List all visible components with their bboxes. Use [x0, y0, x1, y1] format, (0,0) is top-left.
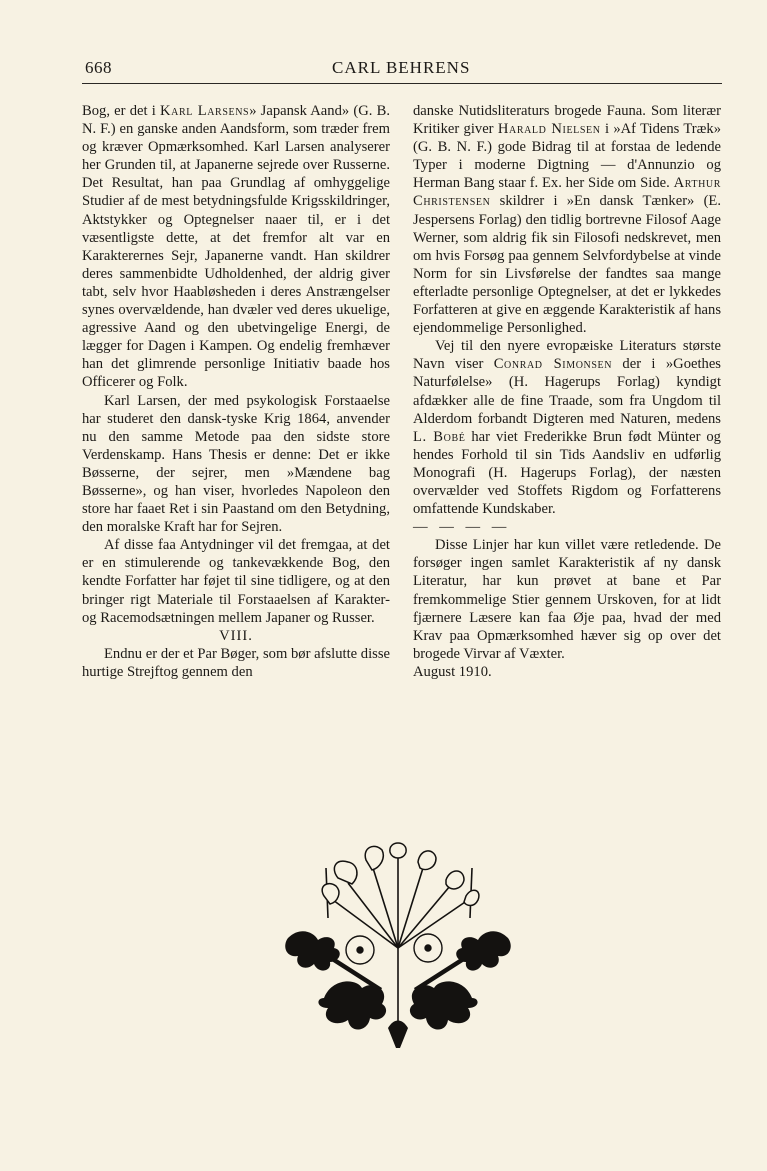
paragraph: Endnu er der et Par Bøger, som bør afslutte disse hurtige Strejftog gennem den — [82, 645, 390, 680]
running-title: CARL BEHRENS — [332, 58, 471, 77]
author-name: Karl Larsens — [159, 103, 250, 119]
paragraph — [413, 102, 721, 337]
text-run: » Japansk Aand» (G. B. N. F.) en ganske anden Aandsform, som træder frem og kræver Opmærksomhed. Karl Larsen analyserer her Grunden til, at Japanerne sejrede over Russerne. Det Resultat, han paa Grundlag af omhyggelige Studier af de mest betydningsfulde Krigsskildringer, Aktstykker og Optegnelser naaer til, er i det væsentligste dette, at det fremfor alt var en Karakterernes Sejr, Japanerne vandt. Han skildrer deres sammenbidte Udholdenhed, der aldrig giver tabt, selv hvor Haabløsheden i deres Anstrængelser synes overvældende, han dvæler ved deres ukuelige, agressive Aand og den ubetvingelige Energi, de lægger for Dagen i Kampen. Og endelig fremhæver han det glimrende personlige Initiativ baade hos Officerer og Folk. — [82, 103, 390, 391]
text-run: Bog, er det i — [82, 103, 160, 119]
text-run: danske Nutidsliteraturs brogede Fauna. Som literær Kritiker giver — [413, 103, 721, 138]
paragraph: Af disse faa Antydninger vil det fremgaa, at det er en stimulerende og tankevækkende Bog, den kendte Forfatter har føjet til sine tidligere, og at den bringer rigt Materiale til Forstaaelsen af Karakter- og Racemodsætningen mellem Japaner og Russer. — [82, 537, 390, 626]
page-number: 668 — [85, 58, 112, 77]
paragraph: Disse Linjer har kun villet være retledende. De forsøger ingen samlet Karakteristik af ny dansk Literatur, har kun prøvet at bane et Par fremkommelige Stier gennem Urskoven, for at lidt fjærnere Læsere kan faa Øje paa, hvad der med Krav paa Opmærksomhed hæver sig op over det brogede Virvar af Væxter. — [413, 537, 721, 662]
text-run: der i »Goethes Naturfølelse» (H. Hagerups Forlag) kyndigt afdækker alle de fine Traade, som fra Ungdom til Alderdom forbandt Digteren med Naturen, medens — [413, 356, 721, 427]
section-separator: — — — — — [413, 519, 511, 536]
author-name: Harald Nielsen — [497, 121, 601, 138]
paragraph — [82, 102, 390, 392]
author-name: Arthur Christensen — [413, 175, 721, 210]
paragraph — [413, 337, 721, 518]
section-heading: VIII. — [219, 627, 253, 644]
open-blossoms — [346, 934, 442, 964]
text-run: i »Af Tidens Træk» (G. B. N. F.) gode Bidrag til at forstaa de ledende Typer i moderne Digtning — d'Annunzio og Herman Bang staar f. Ex. her Side om Side. — [413, 121, 721, 192]
flower-trumpets — [322, 843, 479, 906]
header-rule — [82, 83, 722, 84]
paragraph: Karl Larsen, der med psykologisk Forstaaelse har studeret den dansk-tyske Krig 1864, anvender nu den samme Metode paa den sidste store Verdenskamp. Hans Thesis er denne: Det er ikke Bøsserne, der sejrer, men »Mændene bag Bøsserne», og han viser, hvorledes Napoleon den store har faaet Ret i sin Paastand om den Betydning, den moralske Kraft har for Sejren. — [82, 392, 390, 536]
right-column — [413, 102, 721, 681]
date-line: August 1910. — [413, 663, 492, 680]
author-name: Conrad Simonsen — [493, 356, 613, 373]
flower-bouquet-icon — [278, 838, 518, 1053]
text-run: Vej til den nyere evropæiske Literaturs største Navn viser — [413, 338, 721, 373]
page-header — [82, 56, 722, 82]
left-column — [82, 102, 390, 681]
author-name: L. Bobé — [413, 428, 466, 445]
text-run: har viet Frederikke Brun født Münter og hendes Forhold til sin Tids Aandsliv en udførlig Monografi (H. Hagerups Forlag), der næsten overvælder ved Stoffets Rigdom og Forfatterens omfattende Kundskaber. — [413, 428, 721, 518]
text-run: skildrer i »En dansk Tænker» (E. Jespersens Forlag) den tidlig bortrevne Filosof Aage Werner, som aldrig fik sin Filosofi nedskrevet, men om hvis Forsøg paa gennem Selvfordybelse at vinde Norm for sin Livsførelse der fandtes saa mange efterladte personlige Optegnelser, at det er lykkedes Forfatteren at give en æggende Karakteristik af hans ejendommelige Personlighed. — [413, 193, 721, 337]
